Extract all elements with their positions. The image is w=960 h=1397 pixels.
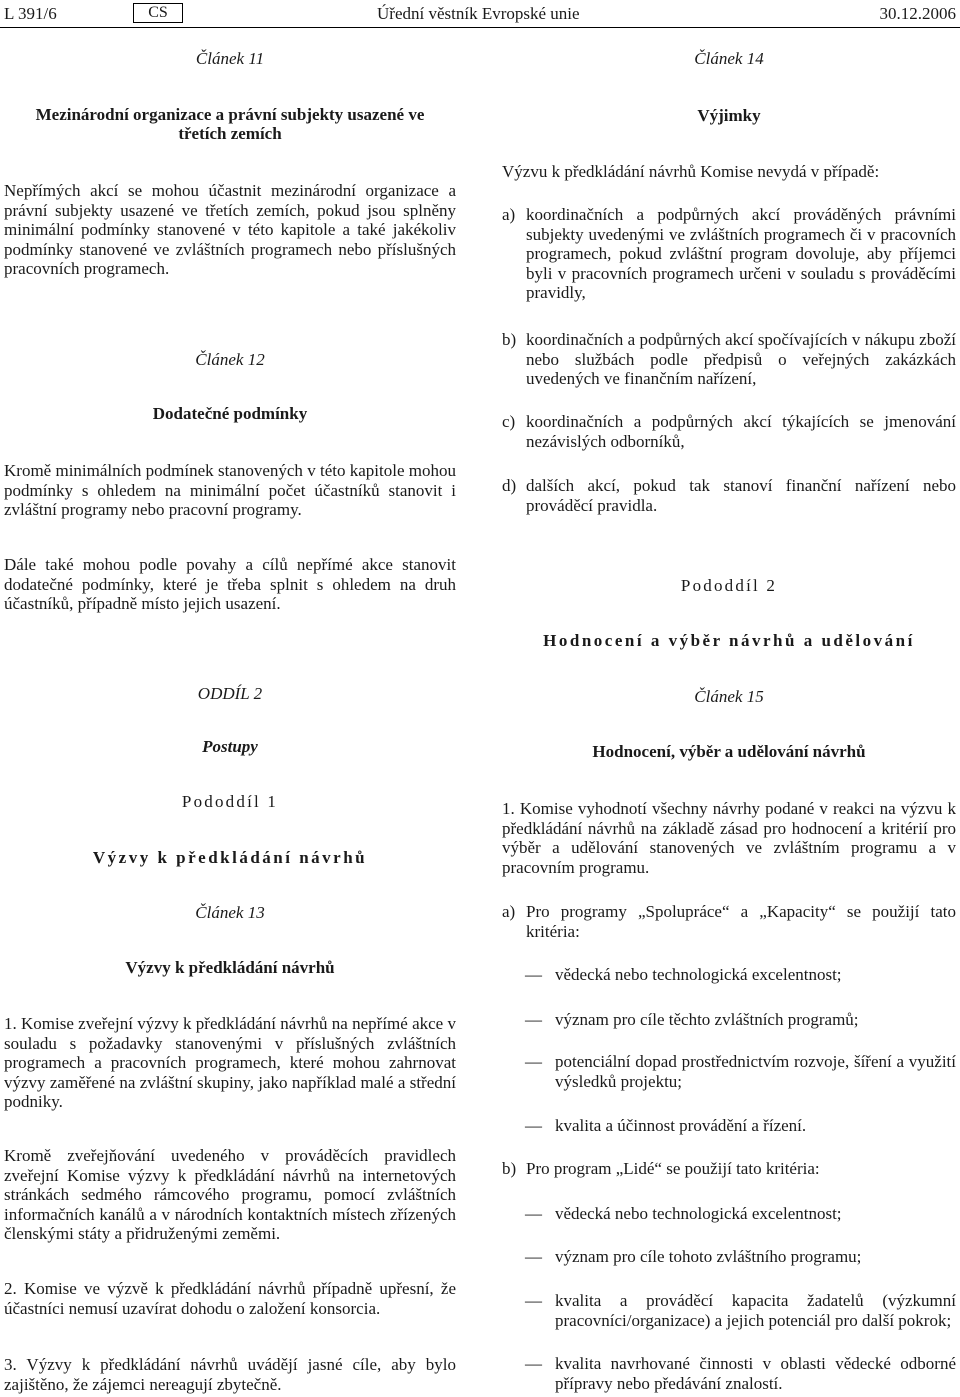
dash-marker: —	[525, 1116, 542, 1135]
criterion-text: kvalita a účinnost provádění a řízení.	[555, 1116, 807, 1135]
article-15-title: Hodnocení, výběr a udělování návrhů	[592, 742, 866, 761]
article-11-title-line1: Mezinárodní organizace a právní subjekty usazené ve	[35, 105, 425, 124]
article-13-paragraph-2: Kromě zveřejňování uvedeného v prováděcích pravidlech zveřejní Komise výzvy k předkládání návrhů na internetových stránkách sedmého rámcového programu, pomocí zvláštních informačních kanálů a v národních kontaktních místech zřízených členskými státy a přidruženými zeměmi.	[4, 1146, 456, 1244]
article-11-title-line2: třetích zemích	[178, 124, 282, 143]
article-12-number: Článek 12	[195, 350, 265, 369]
publication-date: 30.12.2006	[879, 4, 956, 23]
article-12-paragraph-2: Dále také mohou podle povahy a cílů nepřímé akce stanovit dodatečné podmínky, které je třeba splnit s ohledem na druh účastníků, případně místo jejich usazení.	[4, 555, 456, 614]
article-14-title: Výjimky	[697, 106, 761, 125]
item-text: dalších akcí, pokud tak stanoví finanční nařízení nebo prováděcí pravidla.	[526, 476, 956, 515]
subsection-1-number: Pododdíl 1	[181, 792, 279, 811]
article-13-paragraph-1: 1. Komise zveřejní výzvy k předkládání návrhů na nepřímé akce v souladu s požadavky stanovenými v příslušných zvláštních programech a pracovních programech, které mohou zahrnovat výzvy zaměřené na zvláštní skupiny, jako například malé a střední podniky.	[4, 1014, 456, 1112]
article-12-title: Dodatečné podmínky	[152, 404, 308, 423]
item-text: Pro programy „Spolupráce“ a „Kapacity“ se použijí tato kritéria:	[526, 902, 956, 941]
item-label: c)	[502, 412, 516, 431]
dash-marker: —	[525, 1010, 542, 1029]
page-reference: L 391/6	[4, 4, 57, 23]
dash-marker: —	[525, 965, 542, 984]
article-13-paragraph-3: 2. Komise ve výzvě k předkládání návrhů případně upřesní, že účastníci nemusí uzavírat dohodu o založení konsorcia.	[4, 1279, 456, 1318]
item-text: Pro program „Lidé“ se použijí tato kritéria:	[526, 1159, 820, 1178]
journal-title: Úřední věstník Evropské unie	[377, 4, 580, 23]
dash-marker: —	[525, 1247, 542, 1266]
item-label: b)	[502, 330, 517, 349]
dash-marker: —	[525, 1204, 542, 1223]
item-label: a)	[502, 902, 516, 921]
article-15-number: Článek 15	[694, 687, 764, 706]
article-13-paragraph-4: 3. Výzvy k předkládání návrhů uvádějí jasné cíle, aby bylo zajištěno, že zájemci nereagují zbytečně.	[4, 1355, 456, 1394]
article-13-title: Výzvy k předkládání návrhů	[125, 958, 335, 977]
subsection-2-title: Hodnocení a výběr návrhů a udělování	[543, 631, 915, 650]
subsection-1-title: Výzvy k předkládání návrhů	[92, 848, 368, 867]
item-label: b)	[502, 1159, 517, 1178]
subsection-2-number: Pododdíl 2	[680, 576, 778, 595]
section-number: ODDÍL 2	[197, 684, 263, 703]
criterion-text: význam pro cíle těchto zvláštních programů;	[555, 1010, 859, 1029]
criterion-text: vědecká nebo technologická excelentnost;	[555, 965, 842, 984]
item-text: koordinačních a podpůrných akcí prováděných právními subjekty uvedenými ve zvláštních programech či v pracovních programech, pokud zvláštní program dovoluje, aby příjemci byli v pracovních programech určeni v souladu s prováděcími pravidly,	[526, 205, 956, 303]
article-12-paragraph-1: Kromě minimálních podmínek stanovených v této kapitole mohou podmínky s ohledem na minimální počet účastníků stanovit i zvláštní programy nebo pracovní programy.	[4, 461, 456, 520]
criterion-text: význam pro cíle tohoto zvláštního programu;	[555, 1247, 862, 1266]
criterion-text: potenciální dopad prostřednictvím rozvoje, šíření a využití výsledků projektu;	[555, 1052, 956, 1091]
item-label: a)	[502, 205, 516, 224]
article-15-paragraph-1: 1. Komise vyhodnotí všechny návrhy podané v reakci na výzvu k předkládání návrhů na základě zásad pro hodnocení a kritérií pro výběr a udělování stanovených ve zvláštním programu a v pracovním programu.	[502, 799, 956, 877]
criterion-text: kvalita navrhované činnosti v oblasti vědecké odborné přípravy nebo předávání znalostí.	[555, 1354, 956, 1393]
criterion-text: vědecká nebo technologická excelentnost;	[555, 1204, 842, 1223]
item-label: d)	[502, 476, 517, 495]
dash-marker: —	[525, 1354, 542, 1373]
article-13-number: Článek 13	[195, 903, 265, 922]
dash-marker: —	[525, 1291, 542, 1310]
item-text: koordinačních a podpůrných akcí týkajících se jmenování nezávislých odborníků,	[526, 412, 956, 451]
article-14-number: Článek 14	[694, 49, 764, 68]
header-rule	[0, 27, 960, 28]
dash-marker: —	[525, 1052, 542, 1071]
article-14-intro: Výzvu k předkládání návrhů Komise nevydá v případě:	[502, 162, 880, 181]
item-text: koordinačních a podpůrných akcí spočívajících v nákupu zboží nebo službách podle předpisů o veřejných zakázkách uvedených ve finančním nařízení,	[526, 330, 956, 389]
language-code-box: CS	[133, 3, 183, 23]
criterion-text: kvalita a prováděcí kapacita žadatelů (výzkumní pracovníci/organizace) a jejich potenciál pro další pokrok;	[555, 1291, 956, 1330]
section-title: Postupy	[202, 737, 258, 756]
article-11-number: Článek 11	[195, 49, 265, 68]
article-11-text: Nepřímých akcí se mohou účastnit mezinárodní organizace a právní subjekty usazené ve třetích zemích, pokud jsou splněny minimální podmínky stanovené v této kapitole a také jakékoliv podmínky stanovené ve zvláštních programech nebo příslušných pracovních programech.	[4, 181, 456, 279]
